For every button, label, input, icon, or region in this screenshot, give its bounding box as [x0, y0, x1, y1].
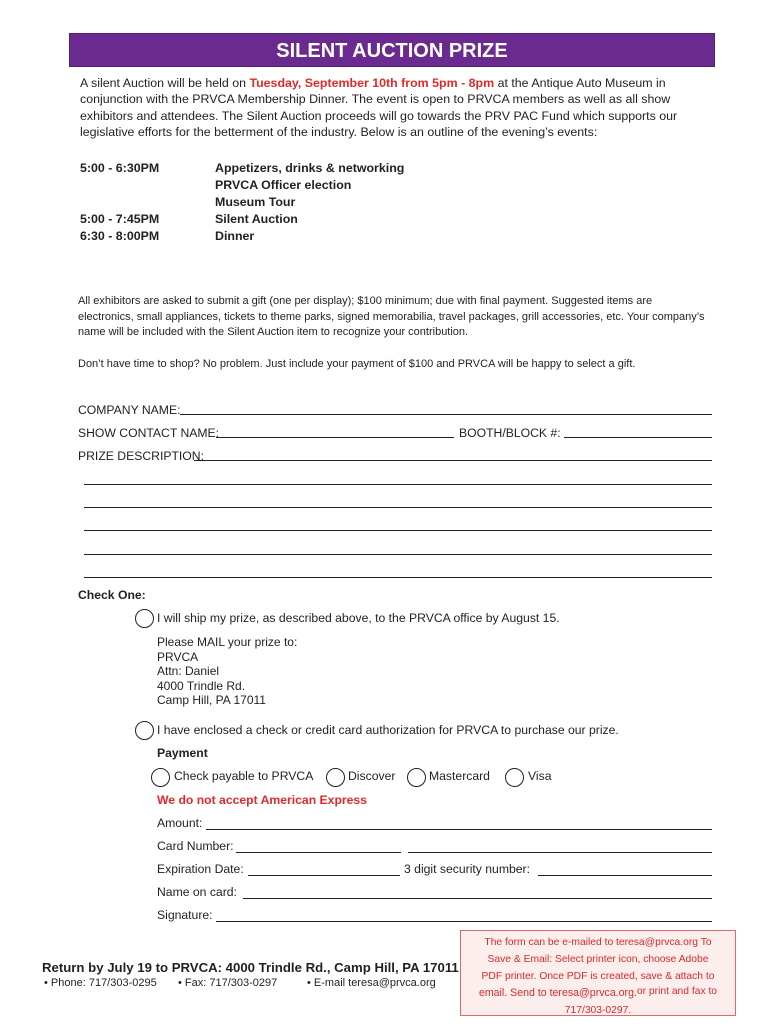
expiration-field[interactable] — [248, 875, 400, 876]
schedule-event: Appetizers, drinks & networking — [215, 161, 405, 175]
schedule-event: Dinner — [215, 229, 255, 243]
fax-instruction-text: or print and fax to — [636, 986, 718, 997]
security-number-field[interactable] — [538, 875, 712, 876]
name-on-card-label: Name on card: — [157, 885, 237, 899]
phone-number: • Phone: 717/303-0295 — [44, 977, 157, 989]
prize-description-label: PRIZE DESCRIPTION: — [78, 449, 204, 463]
check-payable-label: Check payable to PRVCA — [174, 769, 314, 783]
intro-paragraph — [80, 75, 710, 140]
email-address-text: email. Send to teresa@prvca.org. — [478, 987, 637, 999]
email-instructions-box — [460, 930, 736, 1016]
gift-paragraph: All exhibitors are asked to submit a gift (one per display); $100 minimum; due with final payment. Suggested items are electronics, small appliances, tickets to theme parks, signed memorabilia, travel packages, grill accessories, etc. Your company’s name will be included with the Silent Auction item to recognize your contribution. — [78, 295, 705, 339]
company-name-label: COMPANY NAME: — [78, 403, 181, 417]
amount-field[interactable] — [206, 829, 712, 830]
mastercard-label: Mastercard — [429, 769, 490, 783]
instruction-line — [467, 985, 729, 1002]
visa-radio[interactable] — [505, 768, 524, 787]
signature-field[interactable] — [216, 921, 712, 922]
mail-address-line: Camp Hill, PA 17011 — [157, 693, 266, 708]
instruction-line: The form can be e-mailed to teresa@prvca.org To — [484, 937, 712, 948]
intro-text-before: A silent Auction will be held on — [80, 76, 250, 90]
page-title: SILENT AUCTION PRIZE — [69, 33, 715, 67]
return-address: Return by July 19 to PRVCA: 4000 Trindle Rd., Camp Hill, PA 17011 — [42, 960, 459, 975]
prize-description-line[interactable] — [84, 577, 712, 578]
schedule-time: 5:00 - 7:45PM — [80, 212, 160, 226]
shop-paragraph: Don’t have time to shop? No problem. Just include your payment of $100 and PRVCA will be happy to select a gift. — [78, 358, 636, 370]
company-name-field[interactable] — [180, 414, 712, 415]
mastercard-radio[interactable] — [407, 768, 426, 787]
schedule-event: Museum Tour — [215, 195, 296, 209]
schedule-event: PRVCA Officer election — [215, 178, 352, 192]
event-date-highlight: Tuesday, September 10th from 5pm - 8pm — [249, 76, 495, 90]
ship-prize-radio[interactable] — [135, 609, 154, 628]
mail-address-line: Please MAIL your prize to: — [157, 635, 298, 649]
check-payable-radio[interactable] — [151, 768, 170, 787]
instruction-line: PDF printer. Once PDF is created, save & attach to — [481, 971, 715, 982]
prize-description-line[interactable] — [84, 530, 712, 531]
booth-field[interactable] — [564, 437, 712, 438]
enclosed-payment-label: I have enclosed a check or credit card authorization for PRVCA to purchase our prize. — [157, 723, 619, 737]
show-contact-label: SHOW CONTACT NAME: — [78, 426, 220, 440]
payment-heading: Payment — [157, 746, 208, 760]
schedule-time: 5:00 - 6:30PM — [80, 161, 160, 175]
amex-warning: We do not accept American Express — [157, 793, 367, 807]
booth-label: BOOTH/BLOCK #: — [459, 426, 561, 440]
expiration-label: Expiration Date: — [157, 862, 244, 876]
card-number-field[interactable] — [236, 852, 401, 853]
visa-label: Visa — [528, 769, 552, 783]
prize-description-line[interactable] — [84, 484, 712, 485]
prize-description-field[interactable] — [194, 460, 712, 461]
discover-label: Discover — [348, 769, 396, 783]
amount-label: Amount: — [157, 816, 203, 830]
discover-radio[interactable] — [326, 768, 345, 787]
schedule-events — [215, 160, 404, 245]
check-one-heading: Check One: — [78, 588, 146, 602]
prize-description-line[interactable] — [84, 507, 712, 508]
card-number-label: Card Number: — [157, 839, 234, 853]
schedule-time: 6:30 - 8:00PM — [80, 229, 160, 243]
card-number-field-extra[interactable] — [408, 852, 712, 853]
mail-address — [157, 635, 297, 708]
ship-prize-label: I will ship my prize, as described above, to the PRVCA office by August 15. — [157, 611, 560, 625]
schedule-event: Silent Auction — [215, 212, 298, 226]
mail-address-line: 4000 Trindle Rd. — [157, 678, 246, 693]
instruction-line: 717/303-0297. — [564, 1005, 632, 1016]
enclosed-payment-radio[interactable] — [135, 721, 154, 740]
fax-number: • Fax: 717/303-0297 — [178, 977, 278, 989]
show-contact-field[interactable] — [216, 437, 454, 438]
signature-label: Signature: — [157, 908, 213, 922]
name-on-card-field[interactable] — [243, 898, 712, 899]
mail-address-line: Attn: Daniel — [157, 664, 220, 679]
instruction-line: Save & Email: Select printer icon, choose Adobe — [487, 954, 709, 965]
prize-description-line[interactable] — [84, 554, 712, 555]
schedule-times — [80, 160, 159, 245]
email-contact: • E-mail teresa@prvca.org — [307, 977, 436, 989]
security-number-label: 3 digit security number: — [404, 862, 530, 876]
mail-address-line: PRVCA — [157, 649, 199, 664]
intro-text-after: at the Antique Auto Museum in conjunction with the PRVCA Membership Dinner. The event is open to PRVCA members as well as all show exhibitors and attendees. The Silent Auction proceeds will go towards the PRV PAC Fund which supports our legislative efforts for the betterment of the industry. Below is an outline of the evening’s events: — [80, 76, 678, 139]
